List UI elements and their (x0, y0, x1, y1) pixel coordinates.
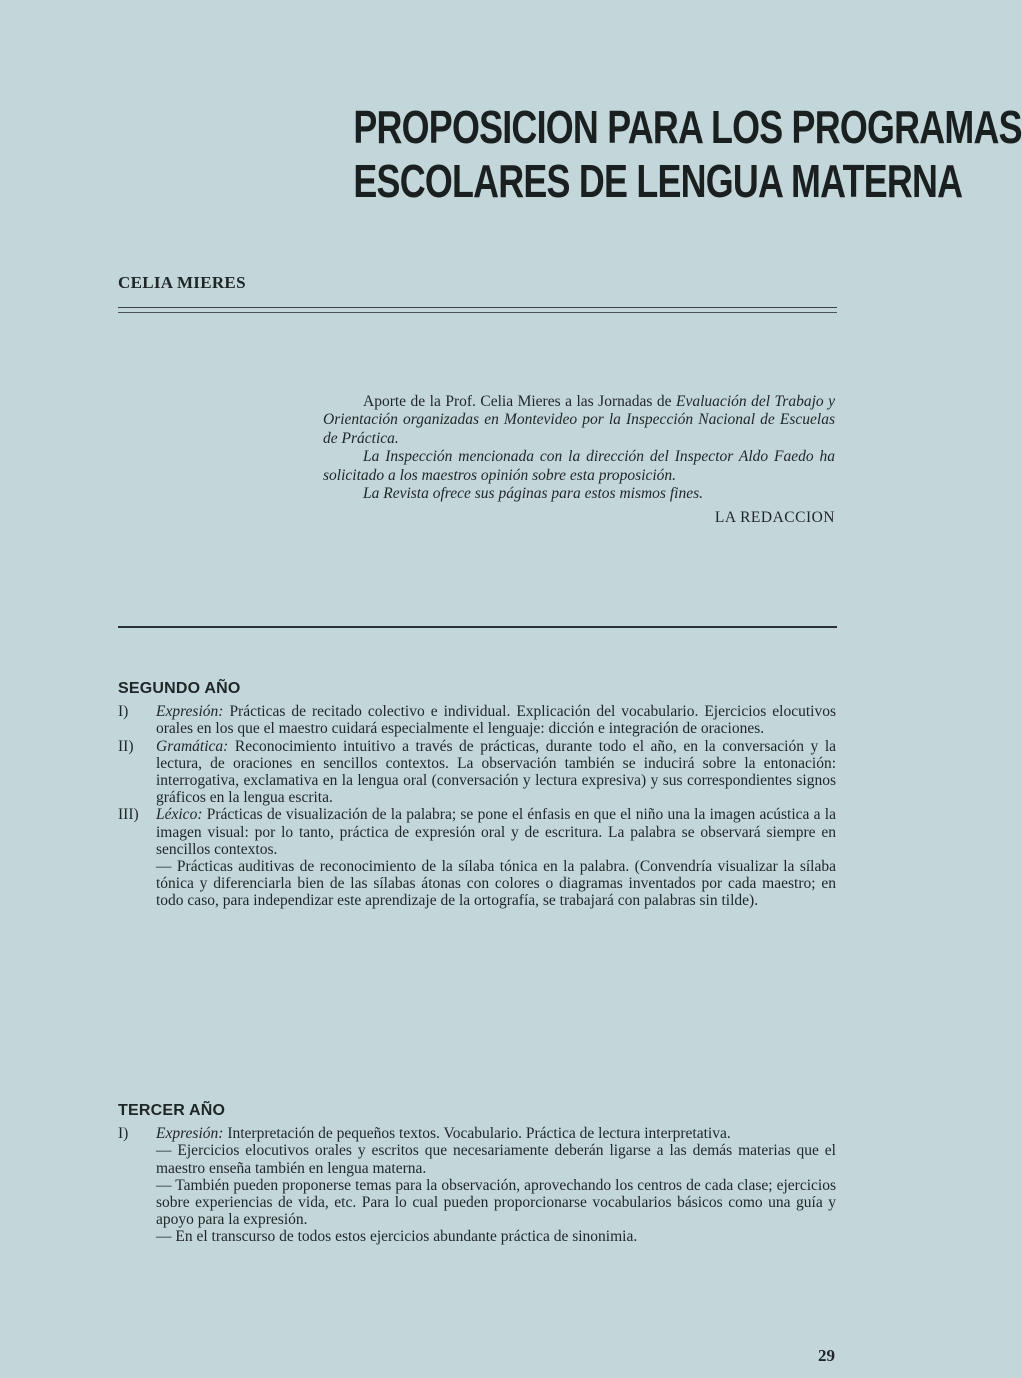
item-number: I) (118, 1125, 129, 1143)
item-number: II) (118, 737, 134, 755)
divider-top-second (118, 312, 837, 313)
section-tercer (118, 1102, 836, 1246)
item-number: I) (118, 703, 129, 721)
list-item (118, 806, 836, 909)
divider-top (118, 307, 837, 308)
author-name: CELIA MIERES (118, 273, 246, 292)
section-items (118, 703, 836, 909)
note-p2-text: La Inspección mencionada con la dirección del Inspector Aldo Faedo ha solicitado a los maestros opinión sobre esta proposición. (323, 448, 835, 484)
item-text: Prácticas de visualización de la palabra; se pone el énfasis en que el niño una la imagen acústica a la imagen visual: por lo tanto, práctica de expresión oral y de escritura. La palabra se observará siempre en sencillos contextos. (156, 806, 836, 858)
item-text: — Prácticas auditivas de reconocimiento de la sílaba tónica en la palabra. (Convendría visualizar la sílaba tónica y diferenciarla bien de las sílabas átonas con colores o diagramas inventados por cada maestro; en todo caso, para independizar este aprendizaje de la ortografía, se trabajará con palabras sin tilde). (156, 858, 836, 910)
item-text: — También pueden proponerse temas para la observación, aprovechando los centros de cada clase; ejercicios sobre experiencias de vida, etc. Para lo cual pueden proporcionarse vocabularios básicos como una guía y apoyo para la expresión. (156, 1176, 836, 1229)
item-number: III) (118, 806, 139, 824)
note-paragraph-2 (323, 448, 835, 485)
item-paragraph (156, 806, 836, 858)
section-segundo (118, 680, 836, 910)
item-text: — Ejercicios elocutivos orales y escritos que necesariamente deberán ligarse a las demás materias que el maestro enseña también en lengua materna. (156, 1142, 836, 1177)
page-number: 29 (818, 1346, 835, 1365)
item-paragraph (156, 1177, 836, 1229)
divider-middle (118, 626, 837, 628)
note-p3-text: La Revista ofrece sus páginas para estos mismos fines. (363, 485, 703, 503)
list-item (118, 703, 836, 737)
item-label: Gramática: (156, 737, 229, 755)
note-p1-italic: Evaluación del Trabajo y Orientación organizadas en Montevideo por la Inspección Nacional de Escuelas de Práctica. (323, 393, 836, 447)
item-paragraph (156, 1125, 836, 1142)
article-title (353, 100, 1022, 208)
note-p1-plain: Aporte de la Prof. Celia Mieres a las Jornadas de (363, 393, 672, 410)
item-text: Interpretación de pequeños textos. Vocabulario. Práctica de lectura interpretativa. (227, 1125, 731, 1143)
section-items (118, 1125, 836, 1245)
list-item (118, 738, 836, 807)
item-text: Prácticas de recitado colectivo e individual. Explicación del vocabulario. Ejercicios elocutivos orales en los que el maestro cuidará especialmente el lenguaje: dicción e integración de oraciones. (156, 703, 836, 738)
item-paragraph (156, 738, 836, 807)
section-heading: TERCER AÑO (118, 1102, 226, 1119)
section-heading: SEGUNDO AÑO (118, 680, 241, 697)
title-line-1: PROPOSICION PARA LOS PROGRAMAS (353, 101, 1022, 153)
note-signature: LA REDACCION (714, 509, 835, 527)
editorial-note (323, 393, 835, 528)
item-label: Expresión: (156, 1125, 224, 1143)
note-paragraph-3 (323, 485, 835, 503)
title-line-2: ESCOLARES DE LENGUA MATERNA (353, 155, 963, 207)
item-text: — En el transcurso de todos estos ejercicios abundante práctica de sinonimia. (156, 1228, 638, 1246)
item-label: Expresión: (156, 703, 224, 721)
item-text: Reconocimiento intuitivo a través de prácticas, durante todo el año, en la conversación y la lectura, de oraciones en sencillos contextos. La observación también se inducirá sobre la entonación: interrogativa, exclamativa en la lengua oral (conversación y lectura expresiva) y sus correspondientes signos gráficos en la lengua escrita. (156, 737, 837, 807)
item-paragraph (156, 1228, 836, 1245)
note-paragraph-1 (323, 393, 835, 448)
item-paragraph (156, 858, 836, 910)
item-label: Léxico: (156, 806, 203, 824)
list-item (118, 1125, 836, 1245)
item-paragraph (156, 703, 836, 737)
item-paragraph (156, 1142, 836, 1176)
